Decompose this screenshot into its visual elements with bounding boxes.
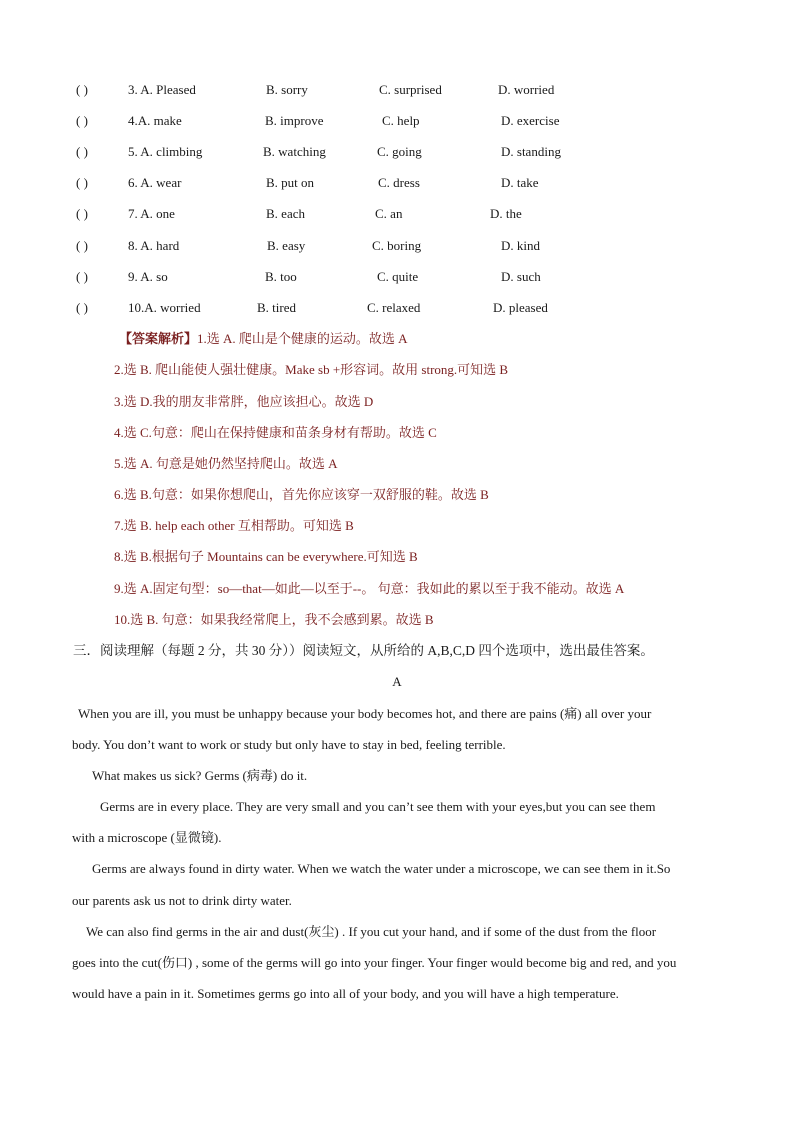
option-b: B. put on xyxy=(266,175,315,190)
option-d: D. kind xyxy=(501,238,540,253)
answer-explanation-10: 10.选 B. 句意：如果我经常爬上，我不会感到累。故选 B xyxy=(114,612,434,627)
passage-line: When you are ill, you must be unhappy because your body becomes hot, and there are pains (痛) all over your xyxy=(78,706,652,721)
passage-line: body. You don’t want to work or study but only have to stay in bed, feeling terrible. xyxy=(72,737,506,752)
answer-explanation-9: 9.选 A.固定句型：so—that—如此—以至于--。 句意：我如此的累以至于我不能动。故选 A xyxy=(114,581,625,596)
answer-explanation-2: 2.选 B. 爬山能使人强壮健康。Make sb +形容词。故用 strong.可知选 B xyxy=(114,362,509,377)
answer-blank: ( ) xyxy=(76,113,88,128)
passage-line: with a microscope (显微镜). xyxy=(72,830,222,845)
option-c: C. boring xyxy=(372,238,422,253)
option-b: B. sorry xyxy=(266,82,308,97)
option-c: C. surprised xyxy=(379,82,442,97)
passage-line: We can also find germs in the air and dust(灰尘) . If you cut your hand, and if some of the dust from the floor xyxy=(86,924,657,939)
option-d: D. pleased xyxy=(493,300,548,315)
answer-explanation-1: 【答案解析】1.选 A. 爬山是个健康的运动。故选 A xyxy=(119,331,408,346)
option-c: C. relaxed xyxy=(367,300,421,315)
option-c: C. dress xyxy=(378,175,420,190)
answer-analysis-tag: 【答案解析】 xyxy=(119,331,198,346)
option-d: D. the xyxy=(490,206,522,221)
passage-line: our parents ask us not to drink dirty water. xyxy=(72,893,292,908)
answer-explanation-3: 3.选 D.我的朋友非常胖，他应该担心。故选 D xyxy=(114,394,374,409)
option-d: D. take xyxy=(501,175,539,190)
answer-explanation-5: 5.选 A. 句意是她仍然坚持爬山。故选 A xyxy=(114,456,338,471)
passage-line: would have a pain in it. Sometimes germs go into all of your body, and you will have a high temperature. xyxy=(72,986,619,1001)
option-d: D. exercise xyxy=(501,113,560,128)
option-c: C. an xyxy=(375,206,403,221)
answer-blank: ( ) xyxy=(76,82,88,97)
option-b: B. tired xyxy=(257,300,296,315)
passage-line: Germs are always found in dirty water. When we watch the water under a microscope, we can see them in it.So xyxy=(92,861,671,876)
option-a: 8. A. hard xyxy=(128,238,180,253)
option-c: C. quite xyxy=(377,269,419,284)
option-b: B. watching xyxy=(263,144,326,159)
answer-explanation-8: 8.选 B.根据句子 Mountains can be everywhere.可知选 B xyxy=(114,549,418,564)
option-b: B. easy xyxy=(267,238,306,253)
option-b: B. too xyxy=(265,269,297,284)
option-a: 9. A. so xyxy=(128,269,168,284)
option-c: C. going xyxy=(377,144,422,159)
answer-blank: ( ) xyxy=(76,269,88,284)
answer-explanation-6: 6.选 B.句意：如果你想爬山，首先你应该穿一双舒服的鞋。故选 B xyxy=(114,487,489,502)
option-a: 7. A. one xyxy=(128,206,175,221)
answer-explanation-7: 7.选 B. help each other 互相帮助。可知选 B xyxy=(114,518,354,533)
answer-blank: ( ) xyxy=(76,238,88,253)
section-title: 三．阅读理解（每题 2 分，共 30 分））阅读短文，从所给的 A,B,C,D 四个选项中，选出最佳答案。 xyxy=(73,643,654,658)
answer-explanation-4: 4.选 C.句意：爬山在保持健康和苗条身材有帮助。故选 C xyxy=(114,425,437,440)
option-a: 6. A. wear xyxy=(128,175,182,190)
answer-blank: ( ) xyxy=(76,175,88,190)
option-c: C. help xyxy=(382,113,420,128)
option-a: 5. A. climbing xyxy=(128,144,203,159)
answer-blank: ( ) xyxy=(76,206,88,221)
passage-line: goes into the cut(伤口) , some of the germs will go into your finger. Your finger would become big and red, and you xyxy=(72,955,677,970)
passage-label: A xyxy=(392,674,402,689)
option-b: B. improve xyxy=(265,113,324,128)
option-d: D. such xyxy=(501,269,541,284)
passage-line: What makes us sick? Germs (病毒) do it. xyxy=(92,768,308,783)
passage-line: Germs are in every place. They are very small and you can’t see them with your eyes,but you can see them xyxy=(100,799,656,814)
option-a: 10.A. worried xyxy=(128,300,201,315)
option-b: B. each xyxy=(266,206,305,221)
answer-blank: ( ) xyxy=(76,300,88,315)
answer-blank: ( ) xyxy=(76,144,88,159)
option-d: D. worried xyxy=(498,82,555,97)
option-a: 3. A. Pleased xyxy=(128,82,196,97)
option-d: D. standing xyxy=(501,144,561,159)
option-a: 4.A. make xyxy=(128,113,182,128)
